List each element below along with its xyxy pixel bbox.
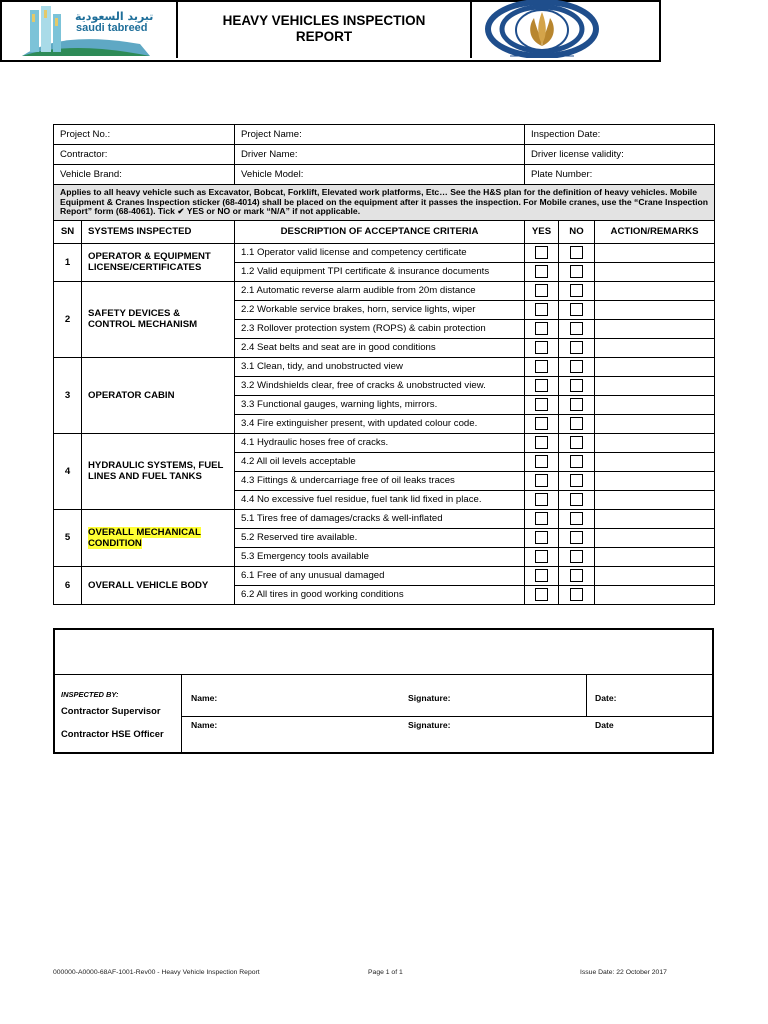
no-cell <box>559 262 595 281</box>
action-remarks-cell[interactable] <box>595 566 715 585</box>
criteria-text: 2.1 Automatic reverse alarm audible from 20m distance <box>235 281 525 300</box>
col-yes: YES <box>525 220 559 243</box>
no-checkbox[interactable] <box>570 265 583 278</box>
no-cell <box>559 300 595 319</box>
criteria-row <box>54 243 715 262</box>
yes-cell <box>525 243 559 262</box>
criteria-text: 2.4 Seat belts and seat are in good conditions <box>235 338 525 357</box>
yes-checkbox[interactable] <box>535 303 548 316</box>
no-checkbox[interactable] <box>570 512 583 525</box>
no-checkbox[interactable] <box>570 550 583 563</box>
action-remarks-cell[interactable] <box>595 319 715 338</box>
system-name <box>82 243 235 281</box>
no-checkbox[interactable] <box>570 474 583 487</box>
no-cell <box>559 528 595 547</box>
action-remarks-cell[interactable] <box>595 262 715 281</box>
project-no-field[interactable]: Project No.: <box>54 125 235 145</box>
criteria-text: 3.2 Windshields clear, free of cracks & unobstructed view. <box>235 376 525 395</box>
signature-label-2[interactable]: Signature: <box>408 720 451 730</box>
system-name-text: HYDRAULIC SYSTEMS, FUEL LINES AND FUEL TANKS <box>88 460 224 482</box>
action-remarks-cell[interactable] <box>595 433 715 452</box>
section-number: 4 <box>54 433 82 509</box>
yes-checkbox[interactable] <box>535 550 548 563</box>
info-row-3 <box>54 165 715 185</box>
plate-number-field[interactable]: Plate Number: <box>525 165 715 185</box>
yes-cell <box>525 452 559 471</box>
yes-checkbox[interactable] <box>535 512 548 525</box>
yes-cell <box>525 300 559 319</box>
no-cell <box>559 243 595 262</box>
vehicle-brand-field[interactable]: Vehicle Brand: <box>54 165 235 185</box>
yes-checkbox[interactable] <box>535 265 548 278</box>
logo-arabic-text: تبريد السعودية <box>75 10 154 23</box>
tabreed-logo <box>0 0 178 58</box>
yes-cell <box>525 376 559 395</box>
yes-cell <box>525 262 559 281</box>
yes-checkbox[interactable] <box>535 398 548 411</box>
yes-cell <box>525 566 559 585</box>
column-header-row <box>54 220 715 243</box>
system-name <box>82 281 235 357</box>
yes-checkbox[interactable] <box>535 322 548 335</box>
driver-name-field[interactable]: Driver Name: <box>235 145 525 165</box>
yes-cell <box>525 281 559 300</box>
footer-doc-ref: 000000-A0000-68AF-1001-Rev00 - Heavy Vehicle Inspection Report <box>53 969 260 976</box>
system-name <box>82 509 235 566</box>
logo-english-text: saudi tabreed <box>76 22 148 34</box>
system-name-text: OVERALL MECHANICAL CONDITION <box>88 526 201 549</box>
no-cell <box>559 547 595 566</box>
action-remarks-cell[interactable] <box>595 528 715 547</box>
name-label-1[interactable]: Name: <box>191 693 218 703</box>
system-name-text: SAFETY DEVICES & CONTROL MECHANISM <box>88 308 198 330</box>
role-supervisor: Contractor Supervisor <box>61 705 161 716</box>
yes-cell <box>525 490 559 509</box>
footer-page: Page 1 of 1 <box>368 969 403 976</box>
yes-cell <box>525 547 559 566</box>
yes-checkbox[interactable] <box>535 474 548 487</box>
section-number: 1 <box>54 243 82 281</box>
yes-checkbox[interactable] <box>535 588 548 601</box>
yes-checkbox[interactable] <box>535 246 548 259</box>
yes-cell <box>525 414 559 433</box>
yes-checkbox[interactable] <box>535 493 548 506</box>
yes-cell <box>525 433 559 452</box>
yes-checkbox[interactable] <box>535 569 548 582</box>
no-checkbox[interactable] <box>570 436 583 449</box>
col-criteria: DESCRIPTION OF ACCEPTANCE CRITERIA <box>235 220 525 243</box>
criteria-row <box>54 357 715 376</box>
client-logo <box>472 0 657 58</box>
yes-checkbox[interactable] <box>535 341 548 354</box>
info-row-2 <box>54 145 715 165</box>
inspected-by-label: INSPECTED BY: <box>61 690 119 699</box>
col-systems: SYSTEMS INSPECTED <box>82 220 235 243</box>
no-cell <box>559 566 595 585</box>
criteria-text: 3.1 Clean, tidy, and unobstructed view <box>235 357 525 376</box>
yes-cell <box>525 357 559 376</box>
no-cell <box>559 376 595 395</box>
action-remarks-cell[interactable] <box>595 300 715 319</box>
section-number: 5 <box>54 509 82 566</box>
vehicle-model-field[interactable]: Vehicle Model: <box>235 165 525 185</box>
criteria-text: 1.2 Valid equipment TPI certificate & insurance documents <box>235 262 525 281</box>
info-row-1 <box>54 125 715 145</box>
no-cell <box>559 395 595 414</box>
action-remarks-cell[interactable] <box>595 585 715 604</box>
action-remarks-cell[interactable] <box>595 376 715 395</box>
col-no: NO <box>559 220 595 243</box>
report-header <box>0 0 661 62</box>
no-cell <box>559 490 595 509</box>
no-checkbox[interactable] <box>570 455 583 468</box>
no-cell <box>559 452 595 471</box>
no-checkbox[interactable] <box>570 417 583 430</box>
criteria-row <box>54 281 715 300</box>
criteria-text: 4.1 Hydraulic hoses free of cracks. <box>235 433 525 452</box>
yes-cell <box>525 471 559 490</box>
no-cell <box>559 338 595 357</box>
date-label-2[interactable]: Date <box>595 720 614 730</box>
criteria-text: 3.4 Fire extinguisher present, with updated colour code. <box>235 414 525 433</box>
criteria-text: 4.4 No excessive fuel residue, fuel tank lid fixed in place. <box>235 490 525 509</box>
no-checkbox[interactable] <box>570 360 583 373</box>
contractor-field[interactable]: Contractor: <box>54 145 235 165</box>
criteria-text: 3.3 Functional gauges, warning lights, mirrors. <box>235 395 525 414</box>
no-cell <box>559 414 595 433</box>
criteria-text: 4.2 All oil levels acceptable <box>235 452 525 471</box>
signature-block <box>53 628 714 754</box>
no-checkbox[interactable] <box>570 379 583 392</box>
section-number: 6 <box>54 566 82 604</box>
section-number: 3 <box>54 357 82 433</box>
criteria-text: 6.2 All tires in good working conditions <box>235 585 525 604</box>
system-name-text: OVERALL VEHICLE BODY <box>88 579 209 591</box>
section-number: 2 <box>54 281 82 357</box>
no-checkbox[interactable] <box>570 303 583 316</box>
inspection-table <box>53 124 715 605</box>
action-remarks-cell[interactable] <box>595 414 715 433</box>
system-name <box>82 566 235 604</box>
no-cell <box>559 585 595 604</box>
yes-cell <box>525 395 559 414</box>
criteria-text: 4.3 Fittings & undercarriage free of oil leaks traces <box>235 471 525 490</box>
project-name-field[interactable]: Project Name: <box>235 125 525 145</box>
yes-cell <box>525 319 559 338</box>
action-remarks-cell[interactable] <box>595 281 715 300</box>
action-remarks-cell[interactable] <box>595 490 715 509</box>
no-checkbox[interactable] <box>570 341 583 354</box>
no-checkbox[interactable] <box>570 531 583 544</box>
criteria-text: 2.2 Workable service brakes, horn, service lights, wiper <box>235 300 525 319</box>
notice-text: Applies to all heavy vehicle such as Excavator, Bobcat, Forklift, Elevated work platforms, Etc… See the H&S plan for the definition of heavy vehicles. Mobile Equipment & Cranes Inspection sticker (68-4014) shall be placed on the equipment after it passes the inspection. For Mobile cranes, use the “Crane Inspection Report” form (68-4061). Tick ✔ YES or NO or mark “N/A” if not applicable. <box>54 185 715 221</box>
yes-checkbox[interactable] <box>535 531 548 544</box>
criteria-row <box>54 433 715 452</box>
col-sn: SN <box>54 220 82 243</box>
system-name-text: OPERATOR CABIN <box>88 389 175 401</box>
criteria-text: 5.1 Tires free of damages/cracks & well-inflated <box>235 509 525 528</box>
yes-cell <box>525 338 559 357</box>
criteria-text: 2.3 Rollover protection system (ROPS) & cabin protection <box>235 319 525 338</box>
action-remarks-cell[interactable] <box>595 509 715 528</box>
no-checkbox[interactable] <box>570 588 583 601</box>
action-remarks-cell[interactable] <box>595 338 715 357</box>
no-checkbox[interactable] <box>570 322 583 335</box>
yes-checkbox[interactable] <box>535 284 548 297</box>
role-hse-officer: Contractor HSE Officer <box>61 728 164 739</box>
no-checkbox[interactable] <box>570 398 583 411</box>
sections-body <box>54 243 715 604</box>
notice-row <box>54 185 715 221</box>
yes-cell <box>525 585 559 604</box>
no-checkbox[interactable] <box>570 246 583 259</box>
criteria-row <box>54 509 715 528</box>
yes-cell <box>525 509 559 528</box>
no-cell <box>559 509 595 528</box>
date-label-1[interactable]: Date: <box>595 693 617 703</box>
no-cell <box>559 357 595 376</box>
system-name <box>82 357 235 433</box>
action-remarks-cell[interactable] <box>595 547 715 566</box>
criteria-text: 1.1 Operator valid license and competency certificate <box>235 243 525 262</box>
report-title: HEAVY VEHICLES INSPECTION REPORT <box>178 0 472 58</box>
no-cell <box>559 433 595 452</box>
name-label-2[interactable]: Name: <box>191 720 218 730</box>
action-remarks-cell[interactable] <box>595 357 715 376</box>
criteria-text: 6.1 Free of any unusual damaged <box>235 566 525 585</box>
no-checkbox[interactable] <box>570 493 583 506</box>
no-cell <box>559 319 595 338</box>
yes-checkbox[interactable] <box>535 417 548 430</box>
no-checkbox[interactable] <box>570 569 583 582</box>
yes-cell <box>525 528 559 547</box>
yes-checkbox[interactable] <box>535 360 548 373</box>
no-cell <box>559 281 595 300</box>
yes-checkbox[interactable] <box>535 379 548 392</box>
system-name-text: OPERATOR & EQUIPMENT LICENSE/CERTIFICATES <box>88 251 211 273</box>
yes-checkbox[interactable] <box>535 436 548 449</box>
no-cell <box>559 471 595 490</box>
system-name <box>82 433 235 509</box>
action-remarks-cell[interactable] <box>595 471 715 490</box>
no-checkbox[interactable] <box>570 284 583 297</box>
driver-license-field[interactable]: Driver license validity: <box>525 145 715 165</box>
action-remarks-cell[interactable] <box>595 452 715 471</box>
footer-issue-date: Issue Date: 22 October 2017 <box>580 969 667 976</box>
col-action: ACTION/REMARKS <box>595 220 715 243</box>
criteria-row <box>54 566 715 585</box>
inspection-date-field[interactable]: Inspection Date: <box>525 125 715 145</box>
yes-checkbox[interactable] <box>535 455 548 468</box>
criteria-text: 5.3 Emergency tools available <box>235 547 525 566</box>
criteria-text: 5.2 Reserved tire available. <box>235 528 525 547</box>
signature-label-1[interactable]: Signature: <box>408 693 451 703</box>
action-remarks-cell[interactable] <box>595 243 715 262</box>
action-remarks-cell[interactable] <box>595 395 715 414</box>
